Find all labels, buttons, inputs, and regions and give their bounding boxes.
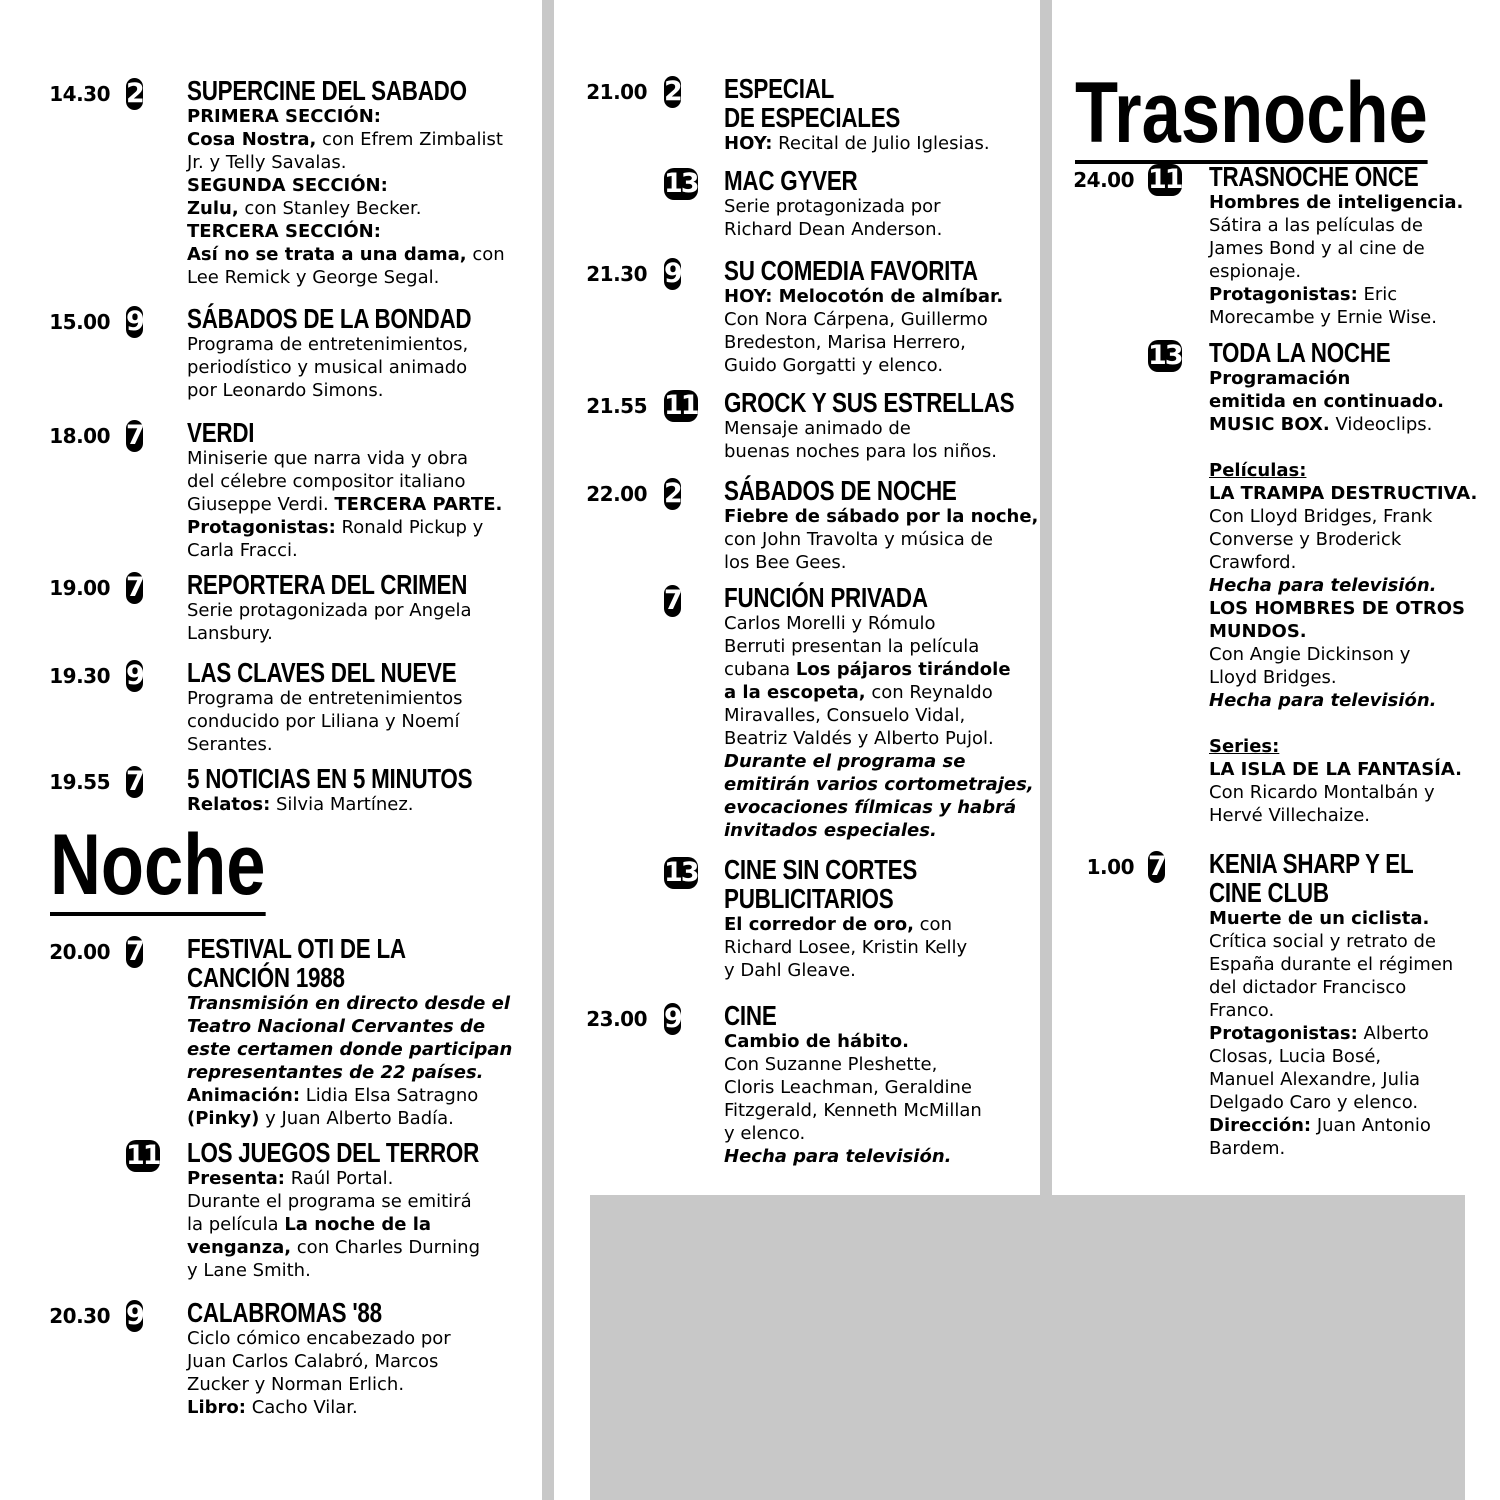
- program-content: [724, 476, 1038, 574]
- program-time: 15.00: [49, 310, 110, 334]
- program-content: [1209, 849, 1465, 1160]
- program-content: [187, 1298, 451, 1419]
- channel-badge: 11: [1148, 164, 1182, 195]
- program-time: 1.00: [1086, 855, 1134, 879]
- program-description: Muerte de un ciclista. Crítica social y retrato de España durante el régimen del dictador Francisco Franco. Protagonistas: Alberto Closas, Lucia Bosé, Manuel Alexandre, Julia Delgado Caro y elenco. Dirección: Juan Antonio Bardem.: [1209, 908, 1454, 1159]
- program-title: SU COMEDIA FAVORITA: [724, 255, 978, 286]
- program-time: 19.55: [49, 770, 110, 794]
- section-heading-trasnoche: Trasnoche: [1075, 70, 1428, 164]
- program-description: Programa de entretenimientos, periodístico y musical animado por Leonardo Simons.: [187, 334, 469, 401]
- program-description: Mensaje animado de buenas noches para los niños.: [724, 418, 997, 462]
- channel-badge: 13: [664, 168, 698, 199]
- program-content: [724, 166, 942, 241]
- program-time: 21.55: [586, 394, 647, 418]
- program-content: [187, 764, 544, 816]
- program-content: [187, 304, 542, 402]
- program-time: 14.30: [49, 82, 110, 106]
- channel-badge: 7: [126, 766, 143, 797]
- program-title: MAC GYVER: [724, 165, 858, 196]
- program-content: [187, 1138, 552, 1282]
- program-time: 19.00: [49, 576, 110, 600]
- program-time: 20.30: [49, 1304, 110, 1328]
- program-time: 20.00: [49, 940, 110, 964]
- program-content: [724, 855, 967, 982]
- program-title: CANCIÓN 1988: [187, 962, 345, 993]
- channel-badge: 9: [126, 1300, 143, 1331]
- program-title: CINE CLUB: [1209, 877, 1329, 908]
- program-title: SÁBADOS DE NOCHE: [724, 475, 957, 506]
- program-content: [1209, 162, 1471, 329]
- program-title: VERDI: [187, 417, 255, 448]
- channel-badge: 7: [664, 585, 681, 616]
- program-title: SUPERCINE DEL SABADO: [187, 75, 467, 106]
- channel-badge: 7: [126, 936, 143, 967]
- program-description: PRIMERA SECCIÓN: Cosa Nostra, con Efrem Zimbalist Jr. y Telly Savalas. SEGUNDA SECCIÓN: Zulu, con Stanley Becker. TERCERA SECCIÓN: Así no se trata a una dama, con Lee Remick y George Segal.: [187, 106, 505, 288]
- channel-badge: 2: [664, 76, 681, 107]
- program-content: [724, 256, 1041, 377]
- program-content: [187, 76, 537, 289]
- program-description: Relatos: Silvia Martínez.: [187, 794, 414, 815]
- program-title: CALABROMAS '88: [187, 1297, 382, 1328]
- program-time: 23.00: [586, 1007, 647, 1031]
- channel-badge: 7: [126, 572, 143, 603]
- program-description: Serie protagonizada por Angela Lansbury.: [187, 600, 472, 644]
- channel-badge: 7: [126, 420, 143, 451]
- program-description: Serie protagonizada por Richard Dean Anderson.: [724, 196, 943, 240]
- program-title: CINE SIN CORTES: [724, 854, 918, 885]
- program-description: Hombres de inteligencia. Sátira a las películas de James Bond y al cine de espionaje. Protagonistas: Eric Morecambe y Ernie Wise.: [1209, 192, 1464, 328]
- section-heading-noche: Noche: [50, 822, 266, 916]
- channel-badge: 13: [664, 857, 698, 888]
- program-description: Carlos Morelli y Rómulo Berruti presentan la película cubana Los pájaros tirándole a la escopeta, con Reynaldo Miravalles, Consuelo Vidal, Beatriz Valdés y Alberto Pujol. Durante el programa se emitirán varios cortometrajes, evocaciones fílmicas y habrá invitados especiales.: [724, 613, 1034, 841]
- program-description: Ciclo cómico encabezado por Juan Carlos Calabró, Marcos Zucker y Norman Erlich. Libro: Cacho Vilar.: [187, 1328, 451, 1418]
- program-time: 18.00: [49, 424, 110, 448]
- program-title: FESTIVAL OTI DE LA: [187, 933, 406, 964]
- program-content: [724, 1001, 982, 1168]
- program-time: 21.30: [586, 262, 647, 286]
- channel-badge: 2: [664, 478, 681, 509]
- program-description: Transmisión en directo desde el Teatro Nacional Cervantes de este certamen donde participan representantes de 22 países. Animación: Lidia Elsa Satragno (Pinky) y Juan Alberto Badía.: [187, 993, 513, 1129]
- channel-badge: 2: [126, 78, 143, 109]
- program-description: Presenta: Raúl Portal. Durante el programa se emitirá la película La noche de la venganza, con Charles Durning y Lane Smith.: [187, 1168, 481, 1281]
- channel-badge: 11: [126, 1140, 160, 1171]
- program-title: LOS JUEGOS DEL TERROR: [187, 1137, 480, 1168]
- program-title: KENIA SHARP Y EL: [1209, 848, 1414, 879]
- program-time: 21.00: [586, 80, 647, 104]
- program-content: [187, 570, 537, 645]
- program-title: GROCK Y SUS ESTRELLAS: [724, 387, 1015, 418]
- program-time: 24.00: [1073, 168, 1134, 192]
- program-description: Programa de entretenimientos conducido por Liliana y Noemí Serantes.: [187, 688, 463, 755]
- program-description: HOY: Recital de Julio Iglesias.: [724, 133, 990, 154]
- program-time: 19.30: [49, 664, 110, 688]
- empty-gray-panel: [590, 1195, 1465, 1500]
- program-title: DE ESPECIALES: [724, 102, 901, 133]
- program-content: [1209, 338, 1477, 827]
- program-description: Fiebre de sábado por la noche, con John Travolta y música de los Bee Gees.: [724, 506, 1039, 573]
- program-content: [724, 74, 990, 155]
- program-description: Cambio de hábito. Con Suzanne Pleshette, Cloris Leachman, Geraldine Fitzgerald, Kenneth McMillan y elenco. Hecha para televisión.: [724, 1031, 982, 1167]
- program-title: PUBLICITARIOS: [724, 883, 894, 914]
- program-title: SÁBADOS DE LA BONDAD: [187, 303, 472, 334]
- program-description: Programación emitida en continuado. MUSIC BOX. Videoclips. Películas: LA TRAMPA DESTRUCTIVA. Con Lloyd Bridges, Frank Converse y Broderick Crawford. Hecha para televisión. LOS HOMBRES DE OTROS MUNDOS. Con Angie Dickinson y Lloyd Bridges. Hecha para televisión. Series: LA ISLA DE LA FANTASÍA. Con Ricardo Montalbán y Hervé Villechaize.: [1209, 368, 1478, 826]
- program-content: [187, 418, 502, 562]
- program-content: [187, 934, 512, 1130]
- channel-badge: 11: [664, 390, 698, 421]
- channel-badge: 9: [126, 306, 143, 337]
- channel-badge: 9: [126, 660, 143, 691]
- program-title: FUNCIÓN PRIVADA: [724, 582, 928, 613]
- program-title: CINE: [724, 1000, 777, 1031]
- program-title: ESPECIAL: [724, 73, 835, 104]
- channel-badge: 9: [664, 258, 681, 289]
- program-content: [724, 388, 1087, 463]
- program-time: 22.00: [586, 482, 647, 506]
- program-description: HOY: Melocotón de almíbar. Con Nora Cárpena, Guillermo Bredeston, Marisa Herrero, Guido Gorgatti y elenco.: [724, 286, 1004, 376]
- program-title: REPORTERA DEL CRIMEN: [187, 569, 468, 600]
- program-content: [724, 583, 1034, 842]
- program-title: 5 NOTICIAS EN 5 MINUTOS: [187, 763, 473, 794]
- channel-badge: 9: [664, 1003, 681, 1034]
- program-description: Miniserie que narra vida y obra del célebre compositor italiano Giuseppe Verdi. TERCERA PARTE. Protagonistas: Ronald Pickup y Carla Fracci.: [187, 448, 503, 561]
- program-title: TODA LA NOCHE: [1209, 337, 1391, 368]
- program-content: [187, 658, 524, 756]
- channel-badge: 7: [1148, 851, 1165, 882]
- program-title: TRASNOCHE ONCE: [1209, 161, 1419, 192]
- program-description: El corredor de oro, con Richard Losee, Kristin Kelly y Dahl Gleave.: [724, 914, 968, 981]
- program-title: LAS CLAVES DEL NUEVE: [187, 657, 457, 688]
- channel-badge: 13: [1148, 340, 1182, 371]
